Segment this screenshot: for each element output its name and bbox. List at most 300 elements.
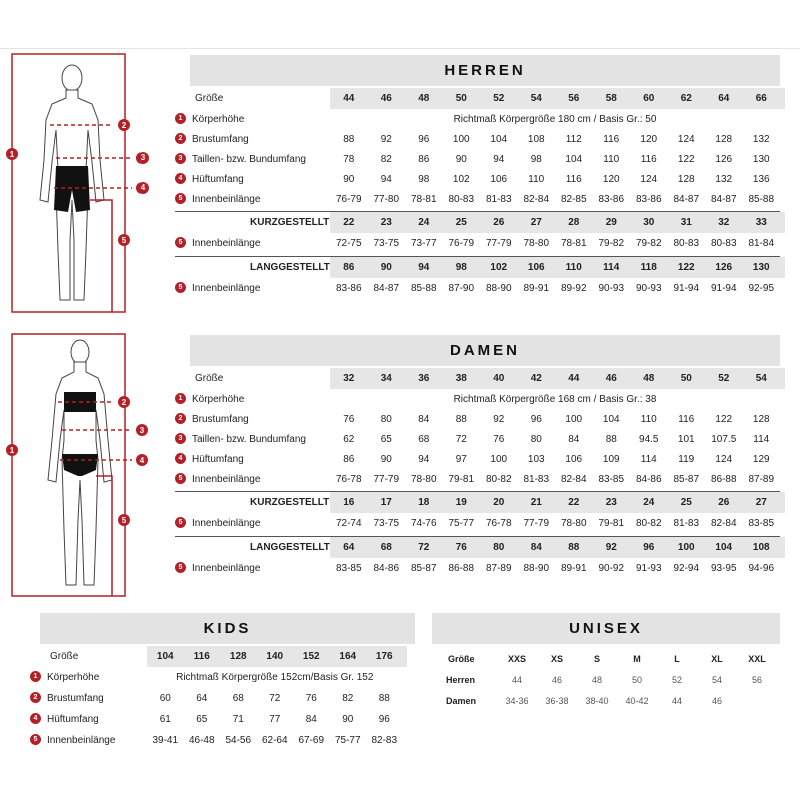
herren-value-cell: 106 [490,174,508,185]
damen-value-cell: 83-85 [598,474,625,485]
unisex-size-header-row [432,649,780,670]
unisex-row-label: Damen [446,696,477,706]
damen-value-cell: 104 [602,414,620,425]
herren-kurz-inseam-row [175,233,780,254]
unisex-size-cell: XS [550,654,563,664]
herren-value-cell: 82 [380,154,392,165]
kids-height-note: Richtmaß Körpergröße 152cm/Basis Gr. 152 [176,672,374,683]
herren-measure-row [175,169,780,190]
herren-kurz-size-cell: 29 [605,217,617,228]
kids-size-cell: 152 [302,651,320,662]
unisex-value-cell: 56 [751,675,762,685]
damen-kurz-value-cell: 77-79 [523,518,550,529]
herren-lang-value-cell: 90-93 [635,283,662,294]
damen-title: DAMEN [190,335,780,366]
herren-lang-size-cell: 90 [380,262,392,273]
herren-value-cell: 90 [455,154,467,165]
damen-value-cell: 80 [380,414,392,425]
damen-number-badge: 4 [175,453,186,464]
damen-value-cell: 96 [530,414,542,425]
herren-lang-value-cell: 84-87 [373,283,400,294]
kids-value-cell: 71 [232,714,244,725]
svg-text:4: 4 [139,456,145,465]
unisex-value-cell: 46 [711,696,722,706]
herren-measure-row [175,149,780,170]
damen-lang-inseam-row [175,558,780,579]
svg-text:5: 5 [121,516,127,525]
unisex-value-cell: 36-38 [545,696,569,706]
kids-size-cell: 104 [156,651,174,662]
damen-kurz-value-cell: 75-77 [448,518,475,529]
unisex-value-cell: 34-36 [505,696,529,706]
kids-value-cell: 65 [196,714,208,725]
herren-measure-row [175,109,780,130]
herren-value-cell: 94 [493,154,505,165]
unisex-value-cell: 44 [511,675,522,685]
damen-lang-value-cell: 93-95 [710,563,737,574]
herren-value-cell: 84-87 [673,194,700,205]
svg-text:3: 3 [139,426,145,435]
kids-value-cell: 77 [269,714,281,725]
herren-size-cell: 50 [455,93,467,104]
herren-kurz-size-cell: 32 [718,217,730,228]
kids-measure-label [30,709,99,730]
herren-value-cell: 86 [418,154,430,165]
herren-lang-size-cell: 114 [603,262,620,273]
herren-lang-size-cell: 126 [715,262,733,273]
damen-kurz-value-cell: 80-82 [635,518,662,529]
herren-value-cell: 116 [603,134,620,145]
herren-value-cell: 126 [715,154,733,165]
herren-lang-value-cell: 88-90 [485,283,512,294]
damen-kurz-value-cell: 83-85 [748,518,775,529]
svg-text:2: 2 [121,121,127,130]
damen-value-cell: 109 [602,454,620,465]
kids-value-cell: 46-48 [188,735,215,746]
damen-value-cell: 72 [455,434,467,445]
herren-kurz-size-cell: 31 [680,217,692,228]
herren-kurz-size-cell: 28 [568,217,580,228]
damen-value-cell: 80 [530,434,542,445]
kids-value-cell: 96 [378,714,390,725]
kids-value-cell: 82 [342,693,354,704]
damen-measure-row [175,449,780,470]
herren-value-cell: 122 [677,154,695,165]
herren-size-cell: 46 [380,93,392,104]
damen-size-cell: 38 [455,373,467,384]
herren-lang-value-cell: 83-86 [335,283,362,294]
herren-kurz-value-cell: 73-75 [373,238,400,249]
herren-value-cell: 116 [640,154,657,165]
damen-measure-text: Körperhöhe [192,394,245,405]
herren-lang-size-cell: 130 [752,262,770,273]
unisex-row-label: Herren [446,675,476,685]
kids-value-cell: 62-64 [261,735,288,746]
unisex-value-cell: 38-40 [585,696,609,706]
damen-size-cell: 36 [418,373,430,384]
herren-measure-label [175,169,244,190]
unisex-value-cell: 46 [551,675,562,685]
herren-value-cell: 83-86 [635,194,662,205]
herren-value-cell: 85-88 [748,194,775,205]
herren-number-badge: 2 [175,133,186,144]
herren-kurz-value-cell: 72-75 [335,238,362,249]
herren-measure-text: Körperhöhe [192,114,245,125]
herren-measure-text: Innenbeinlänge [192,283,261,294]
damen-value-cell: 103 [527,454,545,465]
damen-value-cell: 81-83 [523,474,550,485]
damen-lang-value-cell: 94-96 [748,563,775,574]
herren-size-cell: 52 [493,93,505,104]
herren-kurz-size-cell: 26 [493,217,505,228]
herren-kurz-header-row [175,212,780,233]
damen-kurz-value-cell: 82-84 [710,518,737,529]
damen-measure-row [175,469,780,490]
herren-lang-value-cell: 90-93 [598,283,625,294]
herren-value-cell: 83-86 [598,194,625,205]
damen-value-cell: 82-84 [560,474,587,485]
herren-measure-text: Taillen- bzw. Bundumfang [192,154,306,165]
damen-kurz-value-cell: 79-81 [598,518,625,529]
kids-measure-label [30,667,99,688]
kids-size-cell: 176 [375,651,393,662]
damen-value-cell: 94 [418,454,430,465]
kids-value-cell: 54-56 [225,735,252,746]
damen-value-cell: 97 [455,454,467,465]
damen-value-cell: 122 [715,414,733,425]
herren-value-cell: 110 [603,154,620,165]
damen-lang-value-cell: 90-92 [598,563,625,574]
damen-measure-row [175,389,780,410]
herren-measure-label [175,189,260,210]
male-body-figure [0,50,140,320]
damen-value-cell: 68 [418,434,430,445]
herren-lang-value-cell: 91-94 [673,283,700,294]
damen-value-cell: 65 [380,434,392,445]
damen-number-badge: 5 [175,517,186,528]
herren-size-table [175,55,780,295]
herren-number-badge: 5 [175,237,186,248]
herren-value-cell: 98 [530,154,542,165]
damen-kurz-size-cell: 27 [755,497,767,508]
kids-measure-text: Körperhöhe [47,672,100,683]
herren-lang-size-cell: 110 [565,262,582,273]
unisex-size-cell: M [633,654,641,664]
herren-value-cell: 124 [677,134,695,145]
herren-kurz-value-cell: 81-84 [748,238,775,249]
damen-size-cell: 42 [530,373,542,384]
damen-kurz-size-cell: 25 [680,497,692,508]
damen-number-badge: 5 [175,473,186,484]
damen-lang-size-cell: 68 [380,542,392,553]
damen-number-badge: 1 [175,393,186,404]
damen-size-cell: 44 [568,373,580,384]
herren-value-cell: 96 [418,134,430,145]
herren-title: HERREN [190,55,780,86]
herren-kurz-value-cell: 80-83 [673,238,700,249]
damen-lang-inseam-label [175,558,260,579]
kids-size-cell: 140 [266,651,284,662]
female-body-figure [0,330,155,600]
herren-kurz-size-cell: 22 [343,217,355,228]
herren-value-cell: 94 [380,174,392,185]
unisex-groesse-label: Größe [448,654,475,664]
herren-lang-inseam-label [175,278,260,299]
damen-kurz-size-cell: 26 [718,497,730,508]
damen-value-cell: 86-88 [710,474,737,485]
damen-value-cell: 84 [418,414,430,425]
kids-groesse-label: Größe [50,651,79,662]
herren-kurz-size-cell: 30 [643,217,655,228]
kids-value-cell: 88 [378,693,390,704]
damen-kurz-size-cell: 24 [643,497,655,508]
kids-measure-text: Innenbeinlänge [47,735,116,746]
herren-measure-text: Hüftumfang [192,174,244,185]
damen-measure-text: Innenbeinlänge [192,563,261,574]
unisex-value-cell: 44 [671,696,682,706]
damen-measure-label [175,409,249,430]
herren-lang-value-cell: 91-94 [710,283,737,294]
unisex-size-cell: XXL [748,654,766,664]
damen-kurz-value-cell: 78-80 [560,518,587,529]
herren-kurz-inseam-label [175,233,260,254]
kids-size-cell: 116 [193,651,210,662]
damen-value-cell: 119 [678,454,695,465]
herren-value-cell: 84-87 [710,194,737,205]
herren-number-badge: 5 [175,193,186,204]
kids-measure-text: Hüftumfang [47,714,99,725]
damen-kurz-size-cell: 18 [418,497,430,508]
kids-measure-label [30,688,104,709]
kids-measure-row [25,688,415,709]
herren-kurz-value-cell: 79-82 [635,238,662,249]
unisex-size-cell: XL [711,654,723,664]
damen-value-cell: 84 [568,434,580,445]
herren-size-cell: 48 [418,93,430,104]
damen-measure-label [175,429,306,450]
damen-kurz-inseam-row [175,513,780,534]
herren-value-cell: 116 [565,174,582,185]
herren-size-cell: 64 [718,93,730,104]
herren-height-note: Richtmaß Körpergröße 180 cm / Basis Gr.: 50 [453,114,657,125]
herren-lang-label: LANGGESTELLT [250,262,330,273]
herren-lang-value-cell: 87-90 [448,283,475,294]
damen-size-cell: 32 [343,373,355,384]
herren-measure-label [175,109,244,130]
unisex-title: UNISEX [432,613,780,644]
herren-kurz-size-cell: 24 [418,217,430,228]
unisex-value-cell [737,691,777,712]
kids-number-badge: 5 [30,734,41,745]
herren-kurz-value-cell: 76-79 [448,238,475,249]
damen-kurz-size-cell: 21 [530,497,542,508]
herren-lang-value-cell: 89-92 [560,283,587,294]
damen-value-cell: 79-81 [448,474,475,485]
herren-lang-inseam-row [175,278,780,299]
kids-size-header-row [25,646,415,667]
damen-lang-size-cell: 104 [715,542,733,553]
herren-lang-value-cell: 85-88 [410,283,437,294]
herren-measure-label [175,149,306,170]
damen-kurz-label: KURZGESTELLT [250,497,330,508]
herren-lang-size-cell: 106 [527,262,545,273]
kids-value-cell: 84 [305,714,317,725]
damen-measure-row [175,429,780,450]
kids-number-badge: 4 [30,713,41,724]
herren-value-cell: 112 [565,134,582,145]
damen-lang-value-cell: 91-93 [635,563,662,574]
herren-measure-row [175,129,780,150]
herren-kurz-value-cell: 79-82 [598,238,625,249]
damen-kurz-value-cell: 76-78 [485,518,512,529]
herren-value-cell: 132 [715,174,733,185]
damen-kurz-value-cell: 72-74 [335,518,362,529]
unisex-size-cell: S [593,654,600,664]
damen-lang-size-cell: 64 [343,542,355,553]
damen-measure-text: Innenbeinlänge [192,474,261,485]
herren-value-cell: 104 [490,134,508,145]
damen-value-cell: 76-78 [335,474,362,485]
herren-kurz-size-cell: 27 [530,217,542,228]
herren-kurz-label: KURZGESTELLT [250,217,330,228]
herren-value-cell: 81-83 [485,194,512,205]
damen-kurz-size-cell: 19 [455,497,467,508]
damen-value-cell: 62 [343,434,355,445]
damen-value-cell: 90 [380,454,392,465]
damen-measure-label [175,449,244,470]
damen-height-note: Richtmaß Körpergröße 168 cm / Basis Gr.: 38 [453,394,657,405]
herren-value-cell: 120 [640,134,658,145]
herren-measure-label [175,129,249,150]
herren-value-cell: 88 [343,134,355,145]
damen-lang-size-cell: 92 [605,542,617,553]
damen-measure-text: Brustumfang [192,414,249,425]
damen-number-badge: 3 [175,433,186,444]
damen-kurz-header-row [175,492,780,513]
damen-lang-value-cell: 84-86 [373,563,400,574]
damen-lang-header-row [175,537,780,558]
unisex-value-cell: 54 [711,675,722,685]
damen-kurz-size-cell: 23 [605,497,617,508]
herren-value-cell: 124 [640,174,658,185]
kids-size-cell: 128 [229,651,247,662]
svg-text:2: 2 [121,398,127,407]
damen-value-cell: 84-86 [635,474,662,485]
herren-value-cell: 132 [752,134,770,145]
herren-number-badge: 4 [175,173,186,184]
herren-number-badge: 3 [175,153,186,164]
unisex-value-cell: 40-42 [625,696,649,706]
damen-size-cell: 34 [380,373,392,384]
kids-value-cell: 82-83 [371,735,398,746]
damen-lang-size-cell: 100 [677,542,695,553]
herren-size-header-row [175,88,780,109]
herren-lang-value-cell: 92-95 [748,283,775,294]
damen-lang-value-cell: 83-85 [335,563,362,574]
herren-value-cell: 92 [380,134,392,145]
kids-measure-row [25,730,415,751]
damen-lang-size-cell: 96 [643,542,655,553]
damen-lang-size-cell: 108 [752,542,770,553]
herren-lang-header-row [175,257,780,278]
herren-value-cell: 136 [752,174,770,185]
herren-size-cell: 62 [680,93,692,104]
damen-value-cell: 77-79 [373,474,400,485]
damen-measure-label [175,389,244,410]
kids-size-table [25,613,415,753]
damen-size-cell: 54 [755,373,767,384]
herren-kurz-size-cell: 25 [455,217,467,228]
kids-measure-row [25,667,415,688]
damen-value-cell: 110 [640,414,657,425]
damen-value-cell: 114 [753,434,770,445]
top-divider [0,48,800,49]
damen-kurz-size-cell: 20 [493,497,505,508]
damen-measure-text: Hüftumfang [192,454,244,465]
herren-lang-size-cell: 118 [640,262,657,273]
damen-value-cell: 87-89 [748,474,775,485]
damen-value-cell: 100 [565,414,583,425]
damen-kurz-size-cell: 16 [343,497,355,508]
damen-lang-size-cell: 84 [530,542,542,553]
damen-value-cell: 92 [493,414,505,425]
herren-value-cell: 104 [565,154,583,165]
damen-measure-text: Taillen- bzw. Bundumfang [192,434,306,445]
herren-measure-text: Innenbeinlänge [192,194,261,205]
kids-value-cell: 72 [269,693,281,704]
damen-measure-text: Innenbeinlänge [192,518,261,529]
damen-value-cell: 88 [605,434,617,445]
kids-measure-label [30,730,115,751]
damen-kurz-inseam-label [175,513,260,534]
damen-value-cell: 114 [640,454,657,465]
herren-value-cell: 78-81 [410,194,437,205]
herren-value-cell: 100 [452,134,470,145]
herren-number-badge: 5 [175,282,186,293]
unisex-size-cell: L [674,654,680,664]
damen-value-cell: 124 [715,454,733,465]
herren-number-badge: 1 [175,113,186,124]
kids-value-cell: 64 [196,693,208,704]
kids-value-cell: 39-41 [152,735,179,746]
herren-kurz-value-cell: 78-80 [523,238,550,249]
herren-value-cell: 82-85 [560,194,587,205]
kids-measure-text: Brustumfang [47,693,104,704]
herren-value-cell: 128 [677,174,695,185]
herren-measure-text: Innenbeinlänge [192,238,261,249]
damen-kurz-size-cell: 17 [380,497,392,508]
damen-size-cell: 52 [718,373,730,384]
herren-kurz-size-cell: 23 [380,217,392,228]
damen-value-cell: 129 [752,454,770,465]
damen-size-cell: 40 [493,373,505,384]
damen-value-cell: 76 [493,434,505,445]
damen-lang-size-cell: 80 [493,542,505,553]
herren-value-cell: 76-79 [335,194,362,205]
kids-value-cell: 61 [159,714,171,725]
damen-size-header-row [175,368,780,389]
damen-lang-value-cell: 92-94 [673,563,700,574]
herren-value-cell: 78 [343,154,355,165]
herren-size-cell: 66 [755,93,767,104]
unisex-row [432,691,780,712]
herren-size-cell: 56 [568,93,580,104]
kids-value-cell: 68 [232,693,244,704]
damen-size-table [175,335,780,575]
herren-lang-value-cell: 89-91 [523,283,550,294]
male-marker-4: 4 [137,182,149,194]
damen-lang-value-cell: 89-91 [560,563,587,574]
